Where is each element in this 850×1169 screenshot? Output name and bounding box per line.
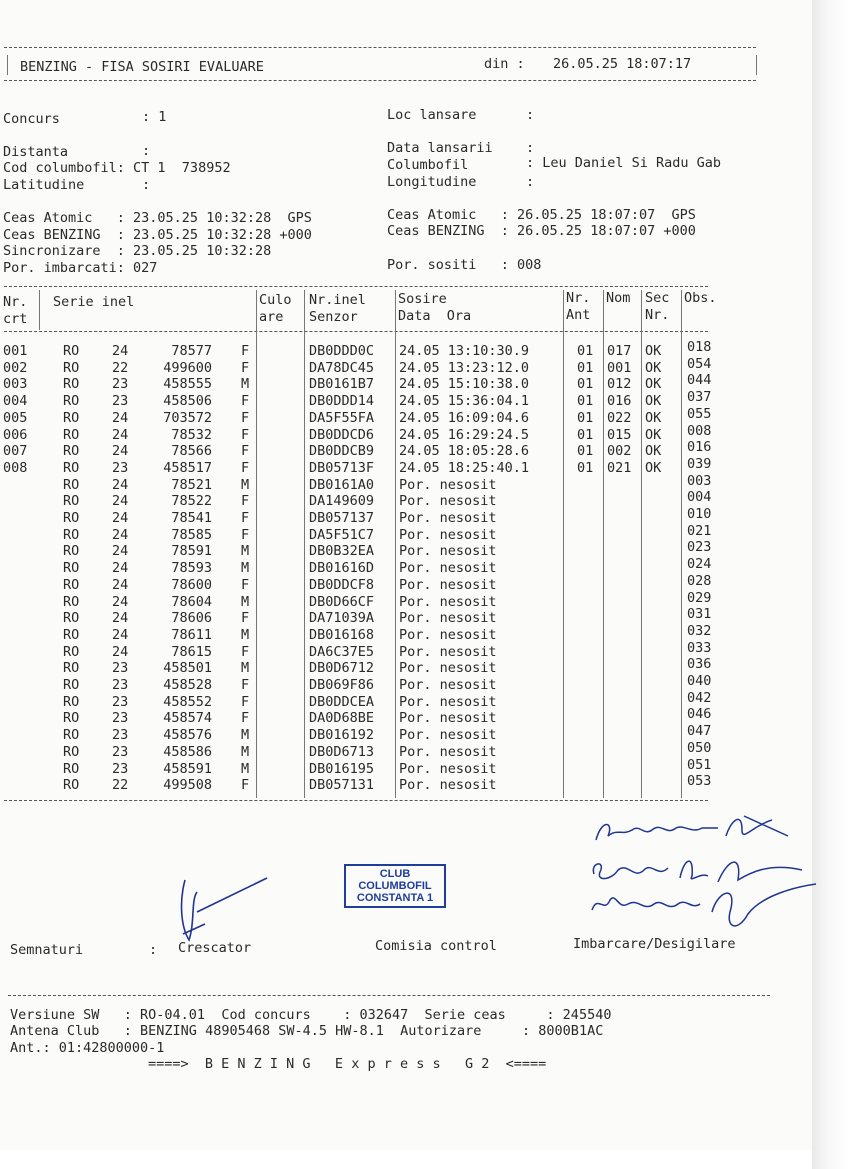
header-left-border [7, 55, 8, 75]
row-obs: 032 [687, 622, 712, 639]
row-country: RO [63, 677, 80, 693]
row-country: RO [63, 376, 80, 393]
row-sec: OK [645, 376, 662, 393]
row-sec: OK [645, 393, 662, 410]
report-title: BENZING - FISA SOSIRI EVALUARE [20, 59, 264, 75]
footer-rule [8, 995, 770, 996]
row-nr-crt: 002 [3, 359, 28, 376]
th-culoare-1: Culo [259, 292, 292, 308]
club-stamp [344, 864, 446, 908]
row-country: RO [63, 693, 80, 710]
row-ring-number: 78600 [171, 576, 212, 593]
columbofil-label: Columbofil [387, 157, 469, 173]
th-sosire: Sosire [398, 291, 447, 307]
latitudine-label: Latitudine [3, 177, 85, 193]
semnaturi-label: Semnaturi [10, 942, 84, 958]
row-country: RO [63, 643, 80, 660]
row-sensor-id: DB057137 [309, 510, 375, 526]
row-sensor-id: DA0D68BE [309, 710, 375, 727]
row-country: RO [63, 576, 80, 593]
row-country: RO [63, 626, 80, 643]
concurs-label: Concurs [3, 111, 60, 127]
row-nom: 021 [607, 459, 632, 476]
row-nom: 002 [607, 443, 632, 460]
row-sensor-id: DB0D6712 [309, 660, 375, 677]
row-country: RO [63, 459, 80, 476]
row-obs: 010 [687, 506, 712, 522]
comisia-control-label: Comisia control [375, 938, 497, 954]
row-obs: 004 [687, 489, 712, 506]
row-country: RO [63, 777, 80, 794]
row-sex: M [241, 760, 250, 777]
row-ring-number: 458555 [163, 376, 212, 393]
row-obs: 028 [687, 572, 712, 589]
row-sex: M [241, 593, 250, 610]
th-senzor: Senzor [309, 309, 358, 325]
row-year: 23 [112, 727, 129, 744]
row-obs: 037 [687, 389, 712, 406]
row-year: 24 [112, 443, 129, 460]
row-year: 24 [112, 543, 129, 560]
row-arrival: Por. nesosit [399, 643, 497, 660]
row-arrival: Por. nesosit [399, 560, 497, 577]
row-arrival: Por. nesosit [399, 660, 497, 677]
row-year: 24 [112, 593, 129, 610]
row-obs: 047 [687, 723, 712, 740]
row-obs: 033 [687, 639, 712, 656]
row-obs: 016 [687, 439, 712, 456]
row-arrival: Por. nesosit [399, 693, 497, 710]
row-ring-number: 499508 [163, 777, 212, 794]
row-arrival: Por. nesosit [399, 727, 497, 744]
row-arrival: Por. nesosit [399, 777, 497, 794]
row-year: 24 [112, 426, 129, 443]
row-year: 23 [112, 677, 129, 693]
th-crt: crt [3, 311, 28, 327]
row-sex: M [241, 560, 250, 577]
row-country: RO [63, 510, 80, 526]
row-sex: F [241, 343, 250, 359]
th-sec: Sec [645, 290, 670, 306]
crescator-label: Crescator [178, 940, 252, 956]
loc-lansare-colon: : [526, 107, 535, 123]
row-sensor-id: DB016192 [309, 727, 375, 744]
table-top-rule [4, 286, 708, 287]
row-arrival: 24.05 15:10:38.0 [399, 376, 530, 393]
row-sensor-id: DB016168 [309, 626, 375, 643]
report-datetime: 26.05.25 18:07:17 [553, 56, 692, 72]
latitudine-colon: : [142, 177, 151, 193]
row-country: RO [63, 359, 80, 376]
row-arrival: Por. nesosit [399, 593, 497, 610]
row-country: RO [63, 727, 80, 744]
row-sex: F [241, 526, 250, 543]
row-year: 24 [112, 526, 129, 543]
row-ring-number: 78566 [171, 443, 212, 460]
row-obs: 003 [687, 472, 712, 489]
row-sensor-id: DB057131 [309, 777, 375, 794]
th-nr-ant: Nr. [566, 290, 591, 306]
row-year: 24 [112, 476, 129, 493]
row-obs: 040 [687, 673, 712, 689]
stamp-line-2: COLUMBOFIL [358, 880, 432, 892]
row-sex: M [241, 543, 250, 560]
row-obs: 050 [687, 739, 712, 756]
row-year: 22 [112, 359, 129, 376]
row-sex: M [241, 743, 250, 760]
row-arrival: Por. nesosit [399, 576, 497, 593]
row-year: 23 [112, 693, 129, 710]
longitudine-label: Longitudine [387, 174, 477, 190]
row-ant: 01 [577, 343, 594, 359]
row-arrival: 24.05 13:10:30.9 [399, 343, 530, 359]
versiune-sw: Versiune SW : RO-04.01 Cod concurs : 032647 Serie ceas : 245540 [10, 1007, 612, 1023]
row-sensor-id: DA5F51C7 [309, 526, 375, 543]
row-sec: OK [645, 343, 662, 359]
th-nr: Nr. [3, 294, 28, 310]
row-sensor-id: DA5F55FA [309, 409, 375, 426]
row-arrival: 24.05 18:25:40.1 [399, 459, 530, 476]
row-sex: F [241, 459, 250, 476]
row-country: RO [63, 409, 80, 426]
row-year: 23 [112, 393, 129, 410]
arrivals-table-body [0, 339, 812, 798]
row-nom: 001 [607, 359, 632, 376]
row-nr-crt: 004 [3, 393, 28, 410]
row-year: 24 [112, 343, 129, 359]
row-obs: 046 [687, 706, 712, 723]
row-nom: 012 [607, 376, 632, 393]
distanta-colon: : [142, 143, 151, 159]
benzing-express-banner: ====> B E N Z I N G E x p r e s s G 2 <==== [148, 1056, 547, 1072]
row-country: RO [63, 560, 80, 577]
row-sensor-id: DB0DDCD6 [309, 426, 375, 443]
row-year: 24 [112, 510, 129, 526]
semnaturi-colon: : [149, 942, 158, 958]
row-sex: F [241, 443, 250, 460]
row-country: RO [63, 526, 80, 543]
row-obs: 024 [687, 556, 712, 573]
row-ring-number: 458552 [163, 693, 212, 710]
header-top-rule [4, 47, 756, 48]
row-year: 24 [112, 560, 129, 577]
row-ring-number: 458506 [163, 393, 212, 410]
row-country: RO [63, 493, 80, 510]
row-sensor-id: DB01616D [309, 560, 375, 577]
th-culoare-2: are [259, 309, 284, 325]
row-obs: 055 [687, 405, 712, 422]
row-country: RO [63, 660, 80, 677]
row-ant: 01 [577, 443, 594, 460]
row-sensor-id: DB069F86 [309, 677, 375, 693]
row-ring-number: 78585 [171, 526, 212, 543]
row-sensor-id: DB0161A0 [309, 476, 375, 493]
row-country: RO [63, 610, 80, 627]
row-obs: 051 [687, 756, 712, 773]
row-obs: 042 [687, 689, 712, 706]
row-obs: 053 [687, 773, 712, 790]
row-year: 23 [112, 660, 129, 677]
row-nom: 015 [607, 426, 632, 443]
row-arrival: Por. nesosit [399, 493, 497, 510]
th-nom: Nom [606, 290, 631, 306]
stamp-line-1: CLUB [379, 868, 411, 880]
row-arrival: 24.05 16:29:24.5 [399, 426, 530, 443]
row-sex: M [241, 626, 250, 643]
row-year: 24 [112, 493, 129, 510]
row-ring-number: 458591 [163, 760, 212, 777]
row-ring-number: 458528 [163, 677, 212, 693]
row-sex: F [241, 710, 250, 727]
row-obs: 044 [687, 372, 712, 389]
row-sex: F [241, 409, 250, 426]
row-obs: 018 [687, 339, 712, 355]
row-year: 24 [112, 610, 129, 627]
th-obs: Obs. [684, 290, 717, 306]
row-arrival: Por. nesosit [399, 510, 497, 526]
row-obs: 054 [687, 355, 712, 372]
header-right-border [756, 55, 757, 75]
row-arrival: 24.05 15:36:04.1 [399, 393, 530, 410]
row-year: 24 [112, 626, 129, 643]
row-year: 23 [112, 760, 129, 777]
row-year: 22 [112, 777, 129, 794]
row-arrival: Por. nesosit [399, 760, 497, 777]
table-row [0, 773, 812, 794]
row-nr-crt: 001 [3, 343, 28, 359]
row-sec: OK [645, 426, 662, 443]
row-ring-number: 78604 [171, 593, 212, 610]
row-ring-number: 78522 [171, 493, 212, 510]
row-year: 24 [112, 576, 129, 593]
header-bottom-rule [4, 80, 756, 81]
ceas-atomic-sosire: Ceas Atomic : 26.05.25 18:07:07 GPS [387, 207, 696, 223]
row-country: RO [63, 476, 80, 493]
row-sensor-id: DA6C37E5 [309, 643, 375, 660]
th-serie-inel: Serie inel [53, 294, 135, 310]
row-arrival: 24.05 18:05:28.6 [399, 443, 530, 460]
row-sex: F [241, 576, 250, 593]
data-lansarii-colon: : [526, 140, 535, 156]
row-obs: 021 [687, 522, 712, 539]
row-sex: F [241, 693, 250, 710]
row-arrival: Por. nesosit [399, 677, 497, 693]
row-year: 24 [112, 643, 129, 660]
row-ring-number: 78611 [171, 626, 212, 643]
ceas-benzing-sosire: Ceas BENZING : 26.05.25 18:07:07 +000 [387, 223, 696, 239]
columbofil-value: : Leu Daniel Si Radu Gab [526, 155, 722, 171]
row-nom: 022 [607, 409, 632, 426]
row-country: RO [63, 760, 80, 777]
row-ring-number: 499600 [163, 359, 212, 376]
row-sex: F [241, 426, 250, 443]
row-ring-number: 458501 [163, 660, 212, 677]
th-sec-nr: Nr. [645, 307, 670, 323]
signature-muscoiu [588, 880, 818, 936]
row-sensor-id: DA149609 [309, 493, 375, 510]
row-sensor-id: DA78DC45 [309, 359, 375, 376]
row-obs: 031 [687, 606, 712, 623]
row-sex: F [241, 643, 250, 660]
row-nom: 016 [607, 393, 632, 410]
row-arrival: Por. nesosit [399, 476, 497, 493]
row-arrival: Por. nesosit [399, 710, 497, 727]
data-lansarii-label: Data lansarii [387, 140, 493, 156]
row-nom: 017 [607, 343, 632, 359]
loc-lansare-label: Loc lansare [387, 107, 477, 123]
row-sensor-id: DA71039A [309, 610, 375, 627]
row-country: RO [63, 543, 80, 560]
row-ant: 01 [577, 376, 594, 393]
row-obs: 039 [687, 455, 712, 472]
row-arrival: 24.05 13:23:12.0 [399, 359, 530, 376]
row-ring-number: 78606 [171, 610, 212, 627]
row-sex: F [241, 393, 250, 410]
row-ant: 01 [577, 393, 594, 410]
th-ant: Ant [566, 307, 591, 323]
row-ring-number: 78521 [171, 476, 212, 493]
ceas-atomic-lansare: Ceas Atomic : 23.05.25 10:32:28 GPS [3, 210, 312, 226]
row-sex: F [241, 777, 250, 794]
row-year: 23 [112, 376, 129, 393]
signature-banuta [592, 806, 792, 850]
row-sensor-id: DB05713F [309, 459, 375, 476]
row-sensor-id: DB0DDD0C [309, 343, 375, 359]
row-obs: 036 [687, 656, 712, 673]
row-ring-number: 458517 [163, 459, 212, 476]
col-divider [39, 290, 40, 330]
row-arrival: Por. nesosit [399, 610, 497, 627]
row-sec: OK [645, 459, 662, 476]
row-ring-number: 78591 [171, 543, 212, 560]
row-sex: F [241, 510, 250, 526]
concurs-value: : 1 [142, 109, 167, 125]
row-year: 23 [112, 459, 129, 476]
table-bottom-rule [4, 800, 708, 801]
antena-club: Antena Club : BENZING 48905468 SW-4.5 HW-8.1 Autorizare : 8000B1AC [10, 1023, 604, 1039]
row-sensor-id: DB0DDCF8 [309, 576, 375, 593]
cod-columbofil: Cod columbofil: CT 1 738952 [3, 160, 231, 176]
row-ant: 01 [577, 459, 594, 476]
row-ring-number: 78593 [171, 560, 212, 577]
row-nr-crt: 005 [3, 409, 28, 426]
row-country: RO [63, 710, 80, 727]
row-sex: M [241, 660, 250, 677]
row-country: RO [63, 743, 80, 760]
row-arrival: 24.05 16:09:04.6 [399, 409, 530, 426]
row-obs: 008 [687, 422, 712, 439]
row-arrival: Por. nesosit [399, 743, 497, 760]
row-ring-number: 458574 [163, 710, 212, 727]
row-sensor-id: DB0D66CF [309, 593, 375, 610]
row-sensor-id: DB0DDD14 [309, 393, 375, 410]
row-country: RO [63, 426, 80, 443]
row-sensor-id: DB0D6713 [309, 743, 375, 760]
row-sensor-id: DB0B32EA [309, 543, 375, 560]
row-year: 24 [112, 409, 129, 426]
row-ring-number: 458586 [163, 743, 212, 760]
row-nr-crt: 008 [3, 459, 28, 476]
stamp-line-3: CONSTANTA 1 [356, 892, 434, 904]
row-sex: F [241, 359, 250, 376]
row-sensor-id: DB0DDCEA [309, 693, 375, 710]
row-ring-number: 78615 [171, 643, 212, 660]
porumbei-sositi: Por. sositi : 008 [387, 257, 542, 273]
longitudine-colon: : [526, 174, 535, 190]
row-year: 23 [112, 710, 129, 727]
row-arrival: Por. nesosit [399, 626, 497, 643]
row-sex: F [241, 493, 250, 510]
report-din-label: din : [484, 56, 525, 72]
row-sec: OK [645, 443, 662, 460]
row-sec: OK [645, 359, 662, 376]
row-obs: 029 [687, 589, 712, 606]
row-country: RO [63, 443, 80, 460]
row-ring-number: 458576 [163, 727, 212, 744]
row-sec: OK [645, 409, 662, 426]
row-country: RO [63, 343, 80, 359]
row-country: RO [63, 393, 80, 410]
row-ant: 01 [577, 426, 594, 443]
row-obs: 023 [687, 539, 712, 556]
row-sensor-id: DB016195 [309, 760, 375, 777]
th-data-ora: Data Ora [398, 308, 472, 324]
row-ant: 01 [577, 409, 594, 426]
row-nr-crt: 003 [3, 376, 28, 393]
row-sex: M [241, 476, 250, 493]
row-sensor-id: DB0DDCB9 [309, 443, 375, 460]
page-edge-shadow [812, 0, 850, 1169]
row-country: RO [63, 593, 80, 610]
row-sex: M [241, 727, 250, 744]
row-year: 23 [112, 743, 129, 760]
row-arrival: Por. nesosit [399, 526, 497, 543]
row-sex: M [241, 376, 250, 393]
th-nrinel: Nr.inel [309, 292, 366, 308]
row-nr-crt: 006 [3, 426, 28, 443]
row-ring-number: 78577 [171, 343, 212, 359]
antena-id: Ant.: 01:42800000-1 [10, 1040, 165, 1056]
row-ant: 01 [577, 359, 594, 376]
row-ring-number: 78532 [171, 426, 212, 443]
distanta-label: Distanta [3, 144, 69, 160]
row-nr-crt: 007 [3, 443, 28, 460]
row-sensor-id: DB0161B7 [309, 376, 375, 393]
row-sex: F [241, 677, 250, 693]
row-ring-number: 78541 [171, 510, 212, 526]
sincronizare: Sincronizare : 23.05.25 10:32:28 [3, 243, 272, 259]
ceas-benzing-lansare: Ceas BENZING : 23.05.25 10:32:28 +000 [3, 227, 312, 243]
row-sex: F [241, 610, 250, 627]
row-ring-number: 703572 [163, 409, 212, 426]
porumbei-imbarcati: Por. imbarcati: 027 [3, 260, 158, 276]
imbarcare-desigilare-label: Imbarcare/Desigilare [573, 936, 736, 952]
row-arrival: Por. nesosit [399, 543, 497, 560]
